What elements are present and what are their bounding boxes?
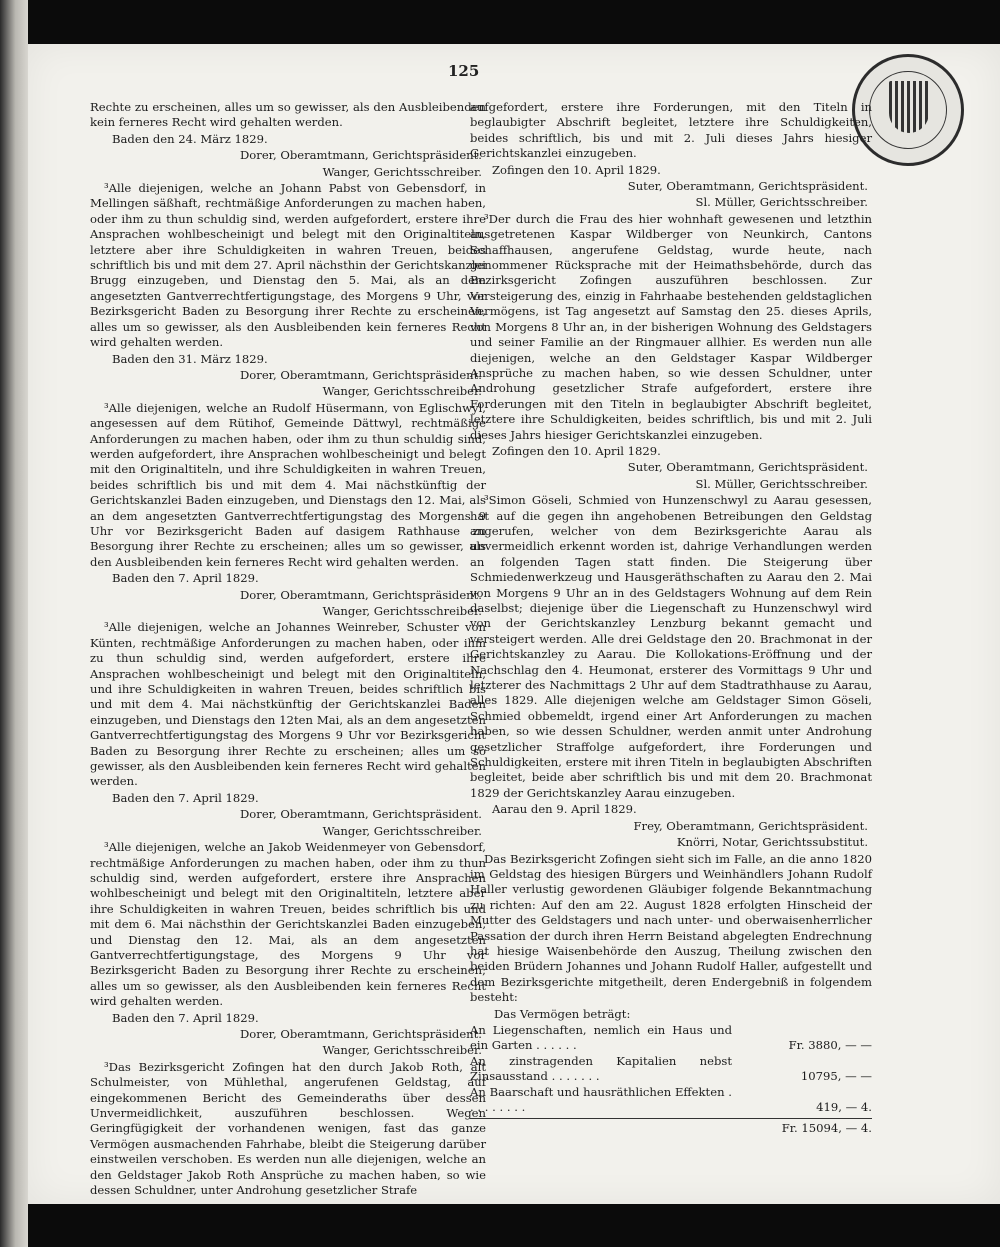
inventory-label: An Liegenschaften, nemlich ein Haus und ein Garten . . . . . . (470, 1022, 732, 1053)
inventory-total-value: Fr. 15094, — 4. (781, 1121, 872, 1136)
right-column (470, 100, 872, 1137)
signature-line: Sl. Müller, Gerichtsschreiber. (695, 195, 868, 210)
inventory-value: Fr. 3880, — — (788, 1038, 872, 1053)
place-date: Baden den 31. März 1829. (112, 351, 268, 366)
inventory-label: An Baarschaft und hausräthlichen Effekten . . . . . . . . . (470, 1084, 732, 1114)
signature-line: Wanger, Gerichtsschreiber. (322, 823, 482, 838)
notice-paragraph: ³Der durch die Frau des hier wohnhaft gewesenen und letzthin ausgetretenen Kaspar Wildberger von Neunkirch, Cantons Schaffhausen, angerufene Geldstag, wurde heute, nach genommener Rücksprache mit der Heimathsbehörde, durch das Bezirksgericht Zofingen auszuführen beschlossen. Zur Versteigerung des, einzig in Fahrhaabe bestehenden geldstaglichen Vermögens, ist Tag angesetzt auf Samstag den 25. dieses Aprils, von Morgens 8 Uhr an, in der bisherigen Wohnung des Geldstagers und seiner Familie an der Ringmauer allhier. Es werden nun alle diejenigen, welche an den Geldstager Kaspar Wildberger Ansprüche zu machen haben, so wie dessen Schuldner, unter Androhung gesetzlicher Strafe aufgefordert, erstere ihre Forderungen mit den Titeln in beglaubigter Abschrift begleitet, letztere ihre Schuldigkeiten, beides schriftlich, bis und mit 2. Juli dieses Jahrs hiesiger Gerichtskanzlei einzugeben. (470, 211, 872, 442)
inventory-title: Das Vermögen beträgt: (494, 1006, 631, 1021)
inventory-row (470, 1085, 872, 1116)
right-column-body (470, 100, 872, 1006)
notice-paragraph: ³Das Bezirksgericht Zofingen hat den durch Jakob Roth, alt Schulmeister, von Mühlethal, angerufenen Geldstag, auf eingekommenen Bericht des Gemeinderaths über dessen Unvermeidlichkeit, auszuführen beschlossen. Wegen Geringfügigkeit der vorhandenen wenigen, fast das ganze Vermögen ausmachenden Fahrhabe, bleibt die Steigerung darüber einstweilen verschoben. Es werden nun alle diejenigen, welche an den Geldstager Jakob Roth Ansprüche zu machen haben, so wie dessen Schuldner, unter Androhung gesetzlicher Strafe (90, 1059, 486, 1198)
document-page (28, 44, 1000, 1204)
inventory (470, 1007, 872, 1137)
signature-line: Knörri, Notar, Gerichtssubstitut. (676, 835, 868, 850)
inventory-row (470, 1023, 872, 1054)
inventory-value: 419, — 4. (816, 1100, 872, 1114)
notice-paragraph: aufgefordert, erstere ihre Forderungen, mit den Titeln in beglaubigter Abschrift begleitet, letztere ihre Schuldigkeiten, beides schriftlich, bis und mit 2. Juli dieses Jahrs hiesiger Gerichtskanzlei einzugeben. (470, 100, 872, 161)
notice-paragraph: ³Alle diejenigen, welche an Johannes Weinreber, Schuster von Künten, rechtmäßige Anforderungen zu machen haben, oder ihm zu thun schuldig sind, werden aufgefordert, erstere ihre Ansprachen wohlbescheinigt und belegt mit den Originaltiteln, und ihre Schuldigkeiten in wahren Treuen, beides schriftlich bis und mit dem 4. Mai nächstkünftig der Gerichtskanzlei Baden einzugeben, und Dienstags den 12ten Mai, als an dem angesetzten Gantverrechtfertigungstag des Morgens 9 Uhr vor Bezirksgericht Baden zu Besorgung ihrer Rechte zu erscheinen; alles um so gewisser, als den Ausbleibenden kein ferneres Recht wird gehalten werden. (90, 620, 487, 789)
signature-line: Wanger, Gerichtsschreiber. (322, 604, 482, 618)
signature-line: Dorer, Oberamtmann, Gerichtspräsident. (240, 587, 482, 602)
signature-line: Dorer, Oberamtmann, Gerichtspräsident. (240, 807, 482, 822)
place-date: Baden den 7. April 1829. (112, 790, 259, 805)
place-date: Aarau den 9. April 1829. (492, 802, 637, 817)
signature-line: Suter, Oberamtmann, Gerichtspräsident. (627, 179, 868, 194)
notice-paragraph: ³Alle diejenigen, welche an Rudolf Hüsermann, von Eglischwyl, angesessen auf dem Rütihof, Gemeinde Dättwyl, rechtmäßige Anforderungen zu machen haben, oder ihm zu thun schuldig sind, werden aufgefordert, ihre Ansprachen wohlbescheinigt und belegt mit den Originaltiteln, und ihre Schuldigkeiten in wahren Treuen, beides schriftlich bis und mit dem 4. Mai nächstkünftig der Gerichtskanzlei Baden einzugeben, und Dienstags den 12. Mai, als an dem angesetzten Gantverrechtfertigungstag des Morgens 9 Uhr vor Bezirksgericht Baden auf dasigem Rathhause zu Besorgung ihrer Rechte zu erscheinen; alles um so gewisser, als den Ausbleibenden kein ferneres Recht wird gehalten werden. (90, 400, 486, 569)
signature-line: Dorer, Oberamtmann, Gerichtspräsident. (240, 148, 482, 163)
inventory-row (470, 1054, 872, 1085)
inventory-label: An zinstragenden Kapitalien nebst Zinsausstand . . . . . . . (470, 1053, 732, 1084)
notice-paragraph: Das Bezirksgericht Zofingen sieht sich im Falle, an die anno 1820 im Geldstag des hiesigen Bürgers und Weinhändlers Johann Rudolf Haller verlustig gewordenen Gläubiger folgende Bekanntmachung zu richten: Auf den am 22. August 1828 erfolgten Hinscheid der Mutter des Geldstagers und nach unter- und oberwaisenherrlicher Passation der durch ihren Herrn Beistand abgelegten Endrechnung hat hiesige Waisenbehörde den Auszug, Theilung zwischen den beiden Brüdern Johannes und Johann Rudolf Haller, aufgestellt und dem Bezirksgerichte mitgetheilt, deren Endergebniß in folgendem besteht: (470, 851, 872, 1005)
notice-paragraph: Rechte zu erscheinen, alles um so gewisser, als den Ausbleibenden kein ferneres Recht wird gehalten werden. (90, 100, 486, 130)
place-date: Baden den 7. April 1829. (112, 571, 259, 586)
inventory-total (470, 1118, 872, 1136)
inventory-value: 10795, — — (800, 1069, 872, 1084)
scan-border (0, 0, 28, 1247)
signature-line: Dorer, Oberamtmann, Gerichtspräsident. (240, 1026, 482, 1041)
notice-paragraph: ³Alle diejenigen, welche an Johann Pabst von Gebensdorf, in Mellingen säßhaft, rechtmäßige Anforderungen zu machen haben, oder ihm zu thun schuldig sind, werden aufgefordert, erstere ihre Ansprachen wohlbescheinigt und belegt mit den Originaltiteln, letztere aber ihre Schuldigkeiten in wahren Treuen, beides schriftlich bis und mit dem 27. April nächsthin der Gerichtskanzlei Brugg einzugeben, und Dienstag den 5. Mai, als an dem angesetzten Gantverrechtfertigungstage, des Morgens 9 Uhr, vor Bezirksgericht Baden zu Besorgung ihrer Rechte zu erscheinen, alles um so gewisser, als den Ausbleibenden kein ferneres Recht wird gehalten werden. (90, 181, 486, 350)
notice-paragraph: ³Simon Göseli, Schmied von Hunzenschwyl zu Aarau gesessen, hat auf die gegen ihn angehobenen Betreibungen den Geldstag angerufen, welcher von dem Bezirksgerichte Aarau als unvermeidlich erkennt worden ist, dahrige Verhandlungen werden an folgenden Tagen statt finden. Die Steigerung über Schmiedenwerkzeug und Hausgeräthschaften zu Aarau den 2. Mai von Morgens 9 Uhr an in des Geldstagers Wohnung auf dem Rein daselbst; diejenige über die Liegenschaft zu Hunzenschwyl wird von der Gerichtskanzley Lenzburg bekannt gemacht und versteigert werden. Alle drei Geldstage den 20. Brachmonat in der Gerichtskanzley zu Aarau. Die Kollokations-Eröffnung und der Nachschlag den 4. Heumonat, ersterer des Vormittags 9 Uhr und letzterer des Nachmittags 2 Uhr auf dem Stadtrathhause zu Aarau, alles 1829. Alle diejenigen welche am Geldstager Simon Göseli, Schmied obbemeldt, irgend einer Art Anforderungen zu machen haben, so wie dessen Schuldner, werden anmit unter Androhung gesetzlicher Straffolge aufgefordert, ihre Forderungen und Schuldigkeiten, erstere mit ihren Titeln in beglaubigten Abschriften begleitet, beide aber schriftlich bis und mit dem 20. Brachmonat 1829 der Gerichtskanzley Aarau einzugeben. (470, 493, 872, 800)
signature-line: Suter, Oberamtmann, Gerichtspräsident. (627, 460, 868, 475)
signature-line: Frey, Oberamtmann, Gerichtspräsident. (633, 818, 868, 833)
place-date: Zofingen den 10. April 1829. (492, 162, 661, 177)
signature-line: Wanger, Gerichtsschreiber. (322, 384, 482, 399)
signature-line: Wanger, Gerichtsschreiber. (322, 164, 482, 179)
place-date: Baden den 24. März 1829. (112, 131, 268, 146)
notice-paragraph: ³Alle diejenigen, welche an Jakob Weidenmeyer von Gebensdorf, rechtmäßige Anforderungen zu machen haben, oder ihm zu thun schuldig sind, werden aufgefordert, erstere ihre Ansprachen wohlbescheinigt und belegt mit den Originaltiteln, letztere aber ihre Schuldigkeiten in wahren Treuen, beides schriftlich bis und mit dem 6. Mai nächsthin der Gerichtskanzlei Baden einzugeben, und Dienstag den 12. Mai, als an dem angesetzten Gantverrechtfertigungstage, des Morgens 9 Uhr vor Bezirksgericht Baden zu Besorgung ihrer Rechte zu erscheinen; alles um so gewisser, als den Ausbleibenden kein ferneres Recht wird gehalten werden. (90, 840, 486, 1009)
left-column (90, 100, 486, 1199)
stamp-coat-of-arms-icon (889, 81, 929, 133)
place-date: Zofingen den 10. April 1829. (492, 443, 661, 458)
signature-line: Wanger, Gerichtsschreiber. (322, 1043, 482, 1058)
place-date: Baden den 7. April 1829. (112, 1010, 259, 1025)
signature-line: Sl. Müller, Gerichtsschreiber. (695, 476, 868, 491)
signature-line: Dorer, Oberamtmann, Gerichtspräsident. (240, 367, 482, 382)
page-number: 125 (448, 62, 480, 80)
